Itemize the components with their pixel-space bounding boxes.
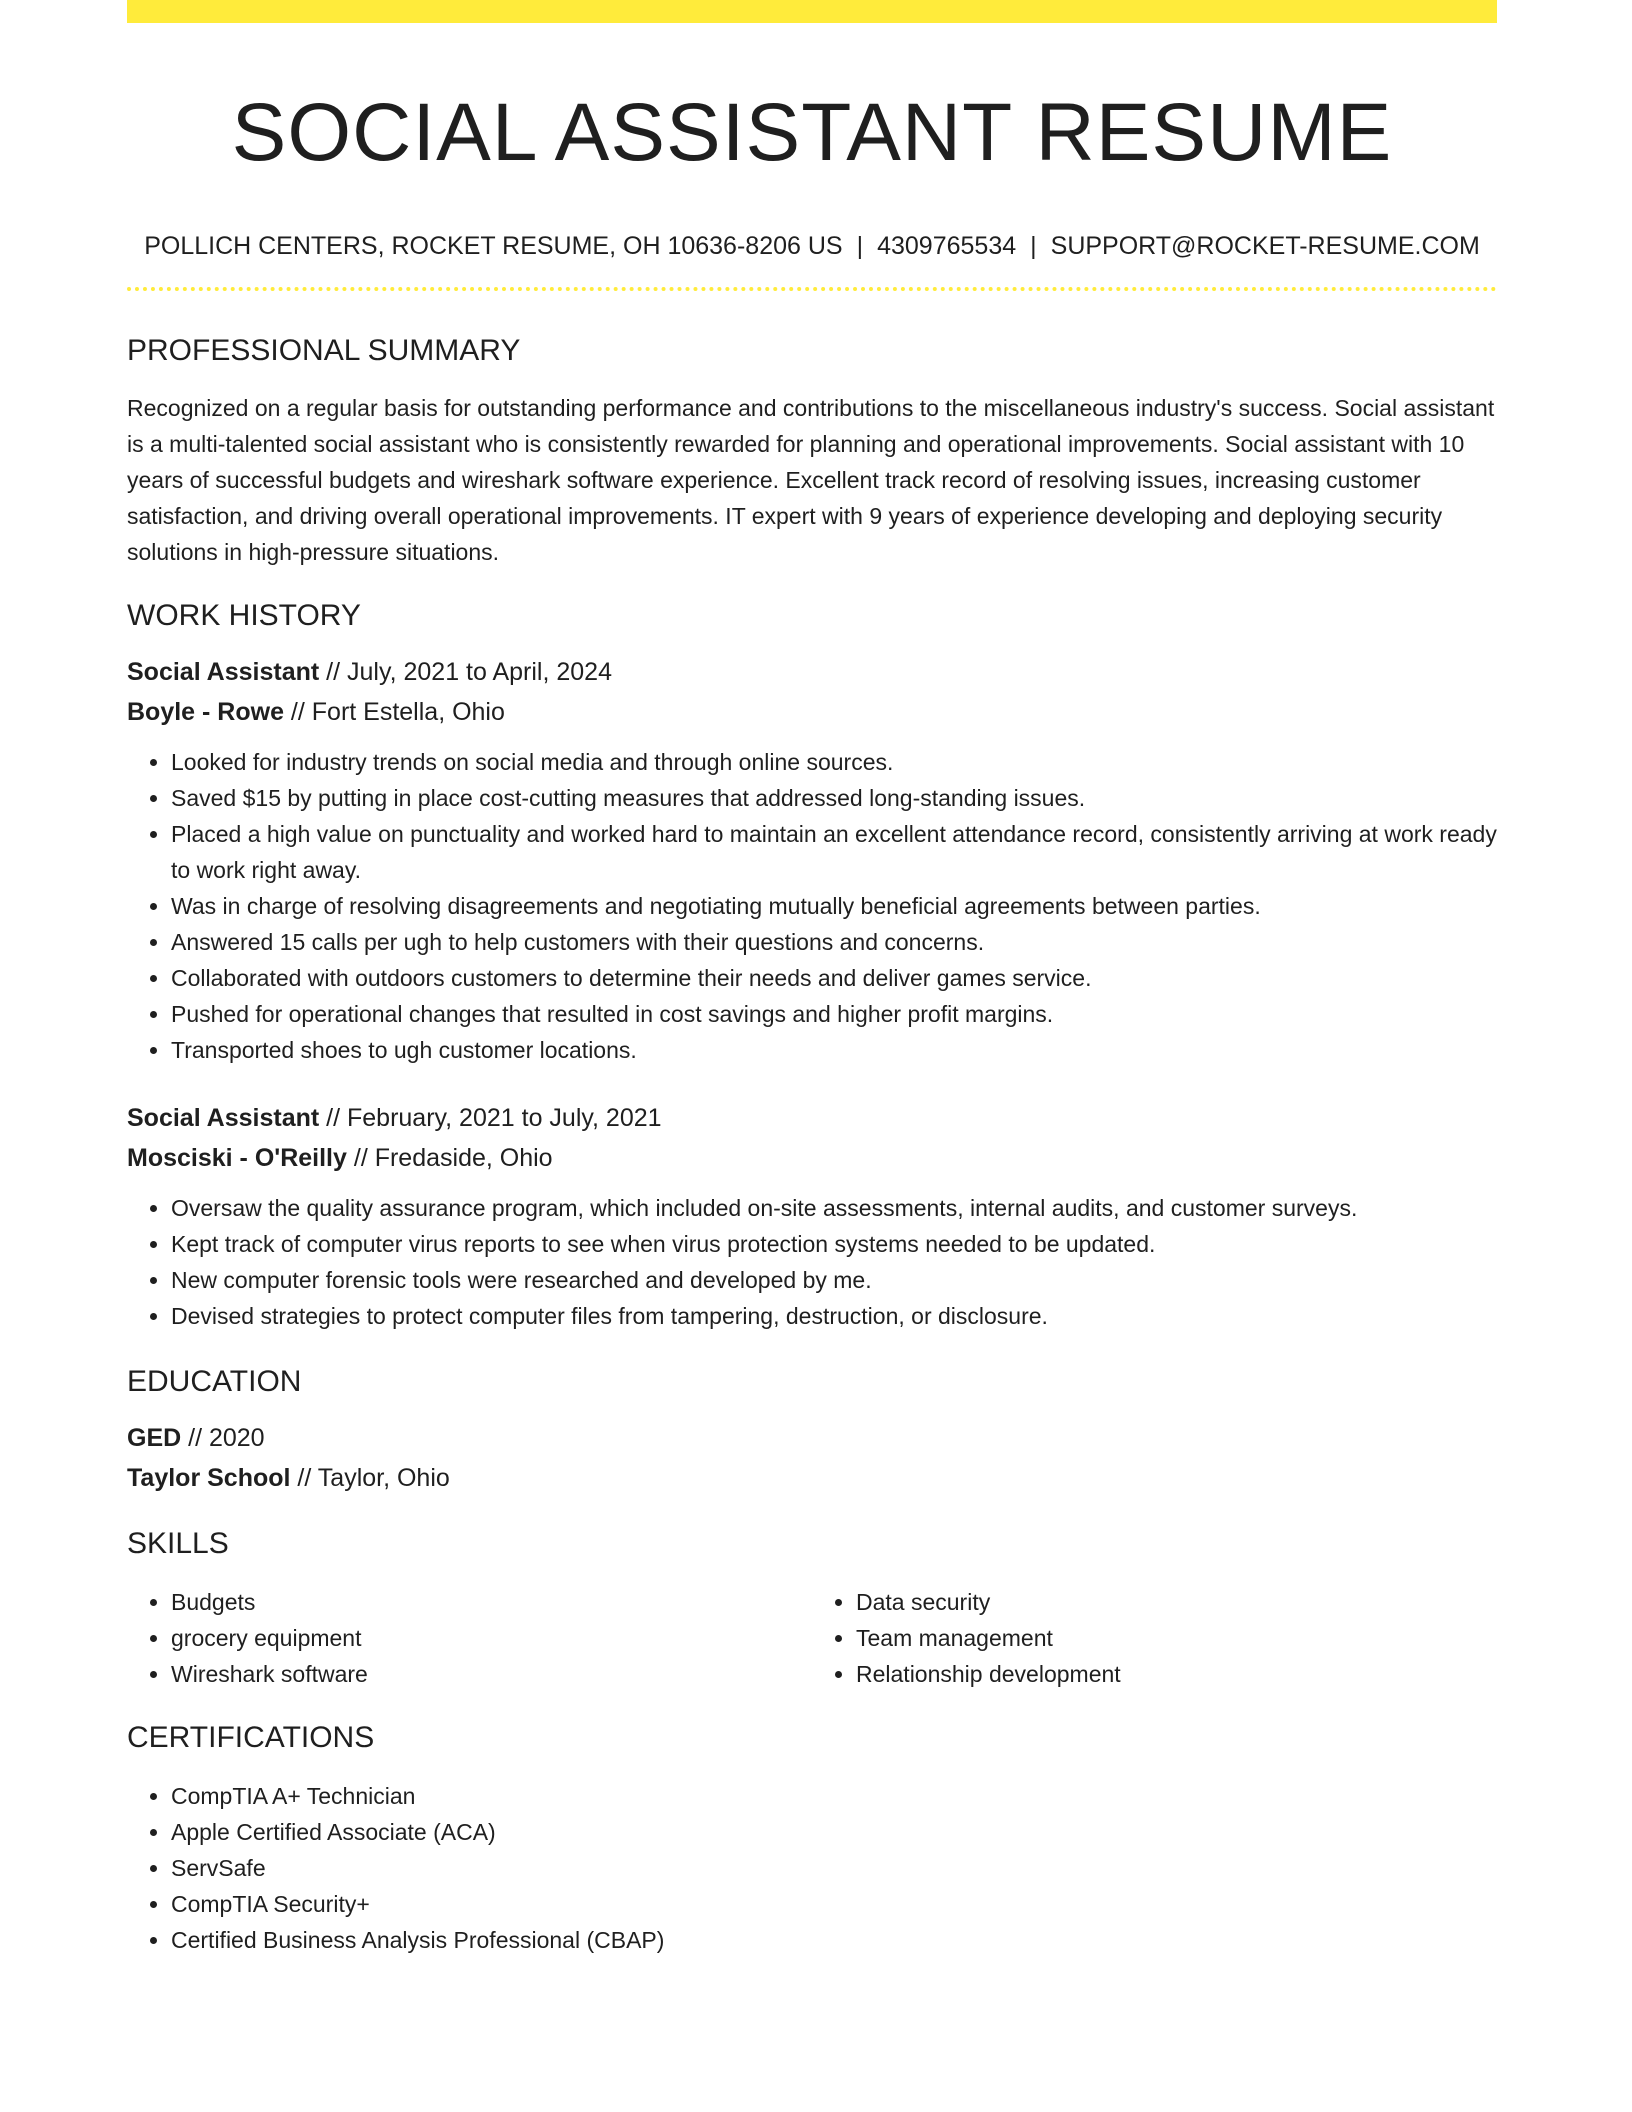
education-school-line — [127, 1458, 1497, 1498]
accent-bar — [127, 0, 1497, 23]
education-entry — [127, 1418, 1497, 1498]
skills-heading: SKILLS — [127, 1527, 229, 1560]
certifications-list — [127, 1778, 1497, 1958]
work-heading: WORK HISTORY — [127, 599, 361, 632]
job-company-line — [127, 692, 1497, 732]
resume-title: SOCIAL ASSISTANT RESUME — [231, 87, 1393, 178]
job-title-line — [127, 652, 1497, 692]
list-item: • New computer forensic tools were researched and developed by me. — [171, 1262, 1497, 1298]
list-item: • Budgets — [171, 1584, 812, 1620]
list-item: • Oversaw the quality assurance program, which included on-site assessments, internal audits, and customer surveys. — [171, 1190, 1497, 1226]
list-item: • Looked for industry trends on social media and through online sources. — [171, 744, 1497, 780]
list-item: • Transported shoes to ugh customer locations. — [171, 1032, 1497, 1068]
resume-page — [127, 0, 1497, 1958]
list-item: • Team management — [856, 1620, 1497, 1656]
job-location: // Fredaside, Ohio — [346, 1144, 553, 1172]
education-school: Taylor School — [127, 1464, 291, 1492]
list-item: • Pushed for operational changes that resulted in cost savings and higher profit margins. — [171, 996, 1497, 1032]
job-dates: // February, 2021 to July, 2021 — [319, 1104, 662, 1132]
list-item: • Collaborated with outdoors customers to determine their needs and deliver games service. — [171, 960, 1497, 996]
list-item: • Devised strategies to protect computer files from tampering, destruction, or disclosure. — [171, 1298, 1497, 1334]
list-item: • Apple Certified Associate (ACA) — [171, 1814, 1497, 1850]
list-item: • Relationship development — [856, 1656, 1497, 1692]
list-item: • CompTIA Security+ — [171, 1886, 1497, 1922]
job-title-line — [127, 1098, 1497, 1138]
list-item: • Placed a high value on punctuality and worked hard to maintain an excellent attendance record, consistently arriving at work ready to work right away. — [171, 816, 1497, 888]
contact-separator: | — [856, 232, 864, 260]
skills-grid — [127, 1584, 1497, 1692]
dotted-divider — [127, 287, 1497, 291]
contact-line — [127, 231, 1497, 261]
education-degree-line — [127, 1418, 1497, 1458]
education-location: // Taylor, Ohio — [290, 1464, 450, 1492]
job-title: Social Assistant — [127, 658, 320, 686]
education-heading: EDUCATION — [127, 1365, 302, 1398]
education-year: // 2020 — [181, 1424, 265, 1452]
list-item: • ServSafe — [171, 1850, 1497, 1886]
list-item: • Kept track of computer virus reports to see when virus protection systems needed to be updated. — [171, 1226, 1497, 1262]
job-company: Mosciski - O'Reilly — [127, 1144, 347, 1172]
list-item: • Answered 15 calls per ugh to help customers with their questions and concerns. — [171, 924, 1497, 960]
list-item: • Saved $15 by putting in place cost-cutting measures that addressed long-standing issues. — [171, 780, 1497, 816]
list-item: • grocery equipment — [171, 1620, 812, 1656]
contact-email: SUPPORT@ROCKET-RESUME.COM — [1050, 232, 1480, 260]
certifications-heading: CERTIFICATIONS — [127, 1721, 375, 1754]
contact-separator: | — [1030, 232, 1037, 260]
job-dates: // July, 2021 to April, 2024 — [319, 658, 612, 686]
contact-phone: 4309765534 — [877, 232, 1017, 260]
list-item: • Data security — [856, 1584, 1497, 1620]
job-company-line — [127, 1138, 1497, 1178]
skills-column-left — [127, 1584, 812, 1692]
job-company: Boyle - Rowe — [127, 698, 284, 726]
job-bullets — [127, 744, 1497, 1068]
job-entry — [127, 652, 1497, 1068]
summary-text: Recognized on a regular basis for outstanding performance and contributions to the miscellaneous industry's success. Social assistant is a multi-talented social assistant who is consistently rewarded for planning and operational improvements. Social assistant with 10 years of successful budgets and wireshark software experience. Excellent track record of resolving issues, increasing customer satisfaction, and driving overall operational improvements. IT expert with 9 years of experience developing and deploying security solutions in high-pressure situations. — [127, 395, 1495, 565]
job-entry — [127, 1098, 1497, 1334]
list-item: • Certified Business Analysis Professional (CBAP) — [171, 1922, 1497, 1958]
contact-address: POLLICH CENTERS, ROCKET RESUME, OH 10636-8206 US — [144, 232, 843, 260]
skills-column-right — [812, 1584, 1497, 1692]
list-item: • Wireshark software — [171, 1656, 812, 1692]
education-degree: GED — [127, 1424, 182, 1452]
list-item: • CompTIA A+ Technician — [171, 1778, 1497, 1814]
list-item: • Was in charge of resolving disagreements and negotiating mutually beneficial agreements between parties. — [171, 888, 1497, 924]
job-bullets — [127, 1190, 1497, 1334]
job-location: // Fort Estella, Ohio — [283, 698, 505, 726]
summary-heading: PROFESSIONAL SUMMARY — [127, 334, 521, 367]
job-title: Social Assistant — [127, 1104, 320, 1132]
